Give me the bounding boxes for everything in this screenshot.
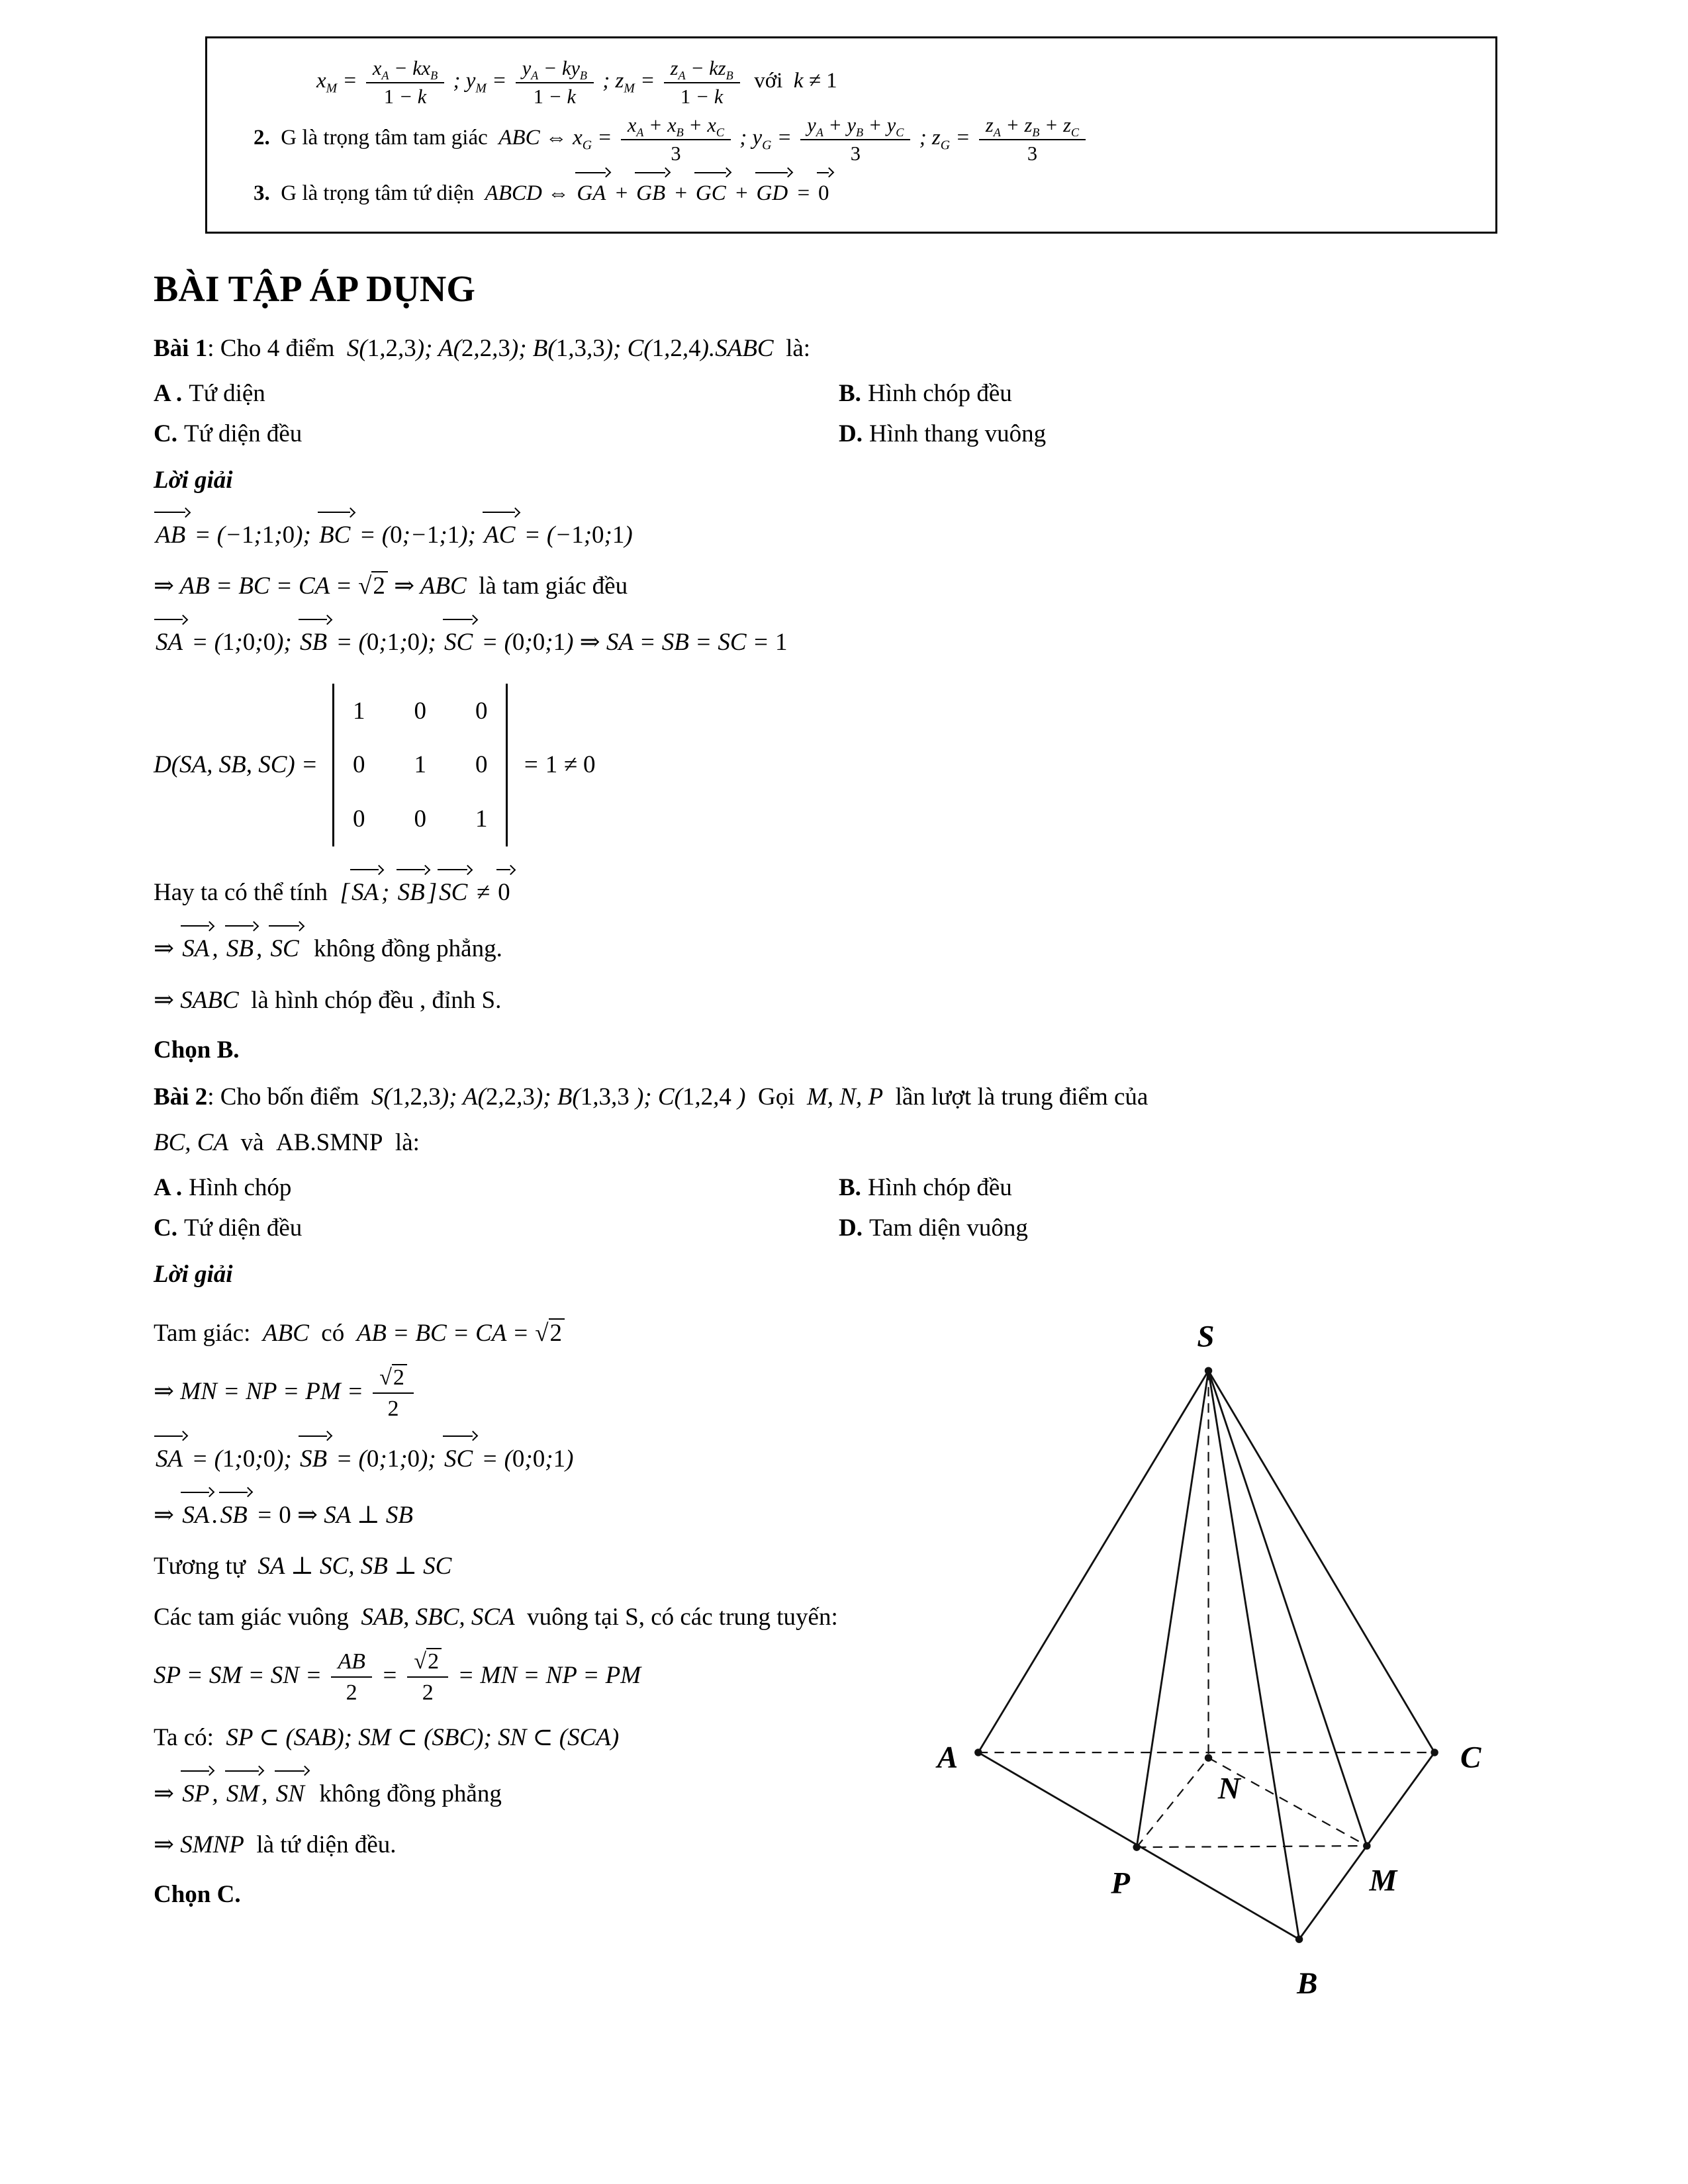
formula-triangle-centroid-math: 2. G là trọng tâm tam giác ABC ⇔ $x_G$ = $\frac{x_A + x_B + x_C}{3}$ ; $y_G$ = $\frac{y_A + y_B + y_C}{3}$ ; $z_G$ = $\frac{z_A + z_B + z_C}{3}$ (254, 126, 1089, 150)
option-letter: B. (839, 1173, 861, 1201)
dot-s (1205, 1367, 1212, 1375)
edge-sc (1209, 1371, 1435, 1752)
formula-summary-box (205, 36, 1497, 234)
option-letter: B. (839, 379, 861, 407)
edge-sb (1209, 1371, 1299, 1939)
option-letter: D. (839, 1214, 863, 1242)
solution-math: ⇒ SABC là hình chóp đều , đỉnh S. (154, 986, 502, 1014)
formula-tetrahedron-centroid-math: 3. G là trọng tâm tứ diện ABCD ⇔ GA + GB + GC + GD = 0 (254, 181, 831, 205)
solution-line (154, 1490, 895, 1535)
solution-line (154, 981, 1549, 1020)
formula-triangle-centroid (254, 114, 1472, 165)
solution-line (154, 567, 1549, 606)
vertex-dots (974, 1367, 1438, 1943)
determinant-prefix: D(SA, SB, SC) = (154, 751, 318, 779)
matrix-cell: 0 (475, 697, 488, 725)
option-label: Hình chóp (189, 1173, 292, 1201)
problem-1-statement (154, 329, 1549, 368)
answer-2: Chọn C. (154, 1881, 241, 1909)
solution-label: Lời giải (154, 1260, 233, 1288)
solution-math: ⇒ AB = BC = CA = √2 ⇒ ABC là tam giác đều (154, 572, 628, 600)
option-label: Hình chóp đều (867, 1173, 1012, 1201)
solution-math: ⇒ MN = NP = PM = $\frac{√2}{2}$ (154, 1378, 417, 1405)
problem-2-solution (154, 1302, 895, 1923)
option-label: Tam diện vuông (868, 1214, 1028, 1242)
edge-sp (1137, 1371, 1208, 1847)
problem-1-statement-math: Bài 1: Cho 4 điểm S(1,2,3); A(2,2,3); B(1,3,3); C(1,2,4).SABC là: (154, 335, 811, 363)
solution-math: SP = SM = SN = $\frac{AB}{2}$ = $\frac{√2}{2}$ = MN = NP = PM (154, 1649, 641, 1706)
vertex-label-s: S (1197, 1319, 1215, 1354)
dot-a (974, 1749, 982, 1756)
dot-n (1205, 1754, 1212, 1762)
solution-math: ⇒ SA , SB , SC không đồng phẳng. (154, 935, 502, 962)
matrix-3x3 (332, 684, 508, 847)
solution-line (154, 868, 1549, 912)
solution-label: Lời giải (154, 466, 233, 494)
solid-edges (978, 1371, 1434, 1939)
matrix-cell: 0 (352, 751, 365, 779)
problem-1 (154, 329, 1549, 1068)
determinant-equation (154, 684, 1549, 847)
option-letter: C. (154, 1214, 177, 1242)
option-b (839, 1169, 1549, 1206)
problem-2-statement-line2 (154, 1123, 1549, 1162)
problem-2-body (154, 1302, 1549, 2023)
solution-math: ⇒ SMNP là tứ diện đều. (154, 1831, 397, 1858)
solution-line (154, 1547, 895, 1586)
problem-2-statement-line1 (154, 1077, 1549, 1116)
solution-math: Ta có: SP ⊂ (SAB); SM ⊂ (SBC); SN ⊂ (SCA) (154, 1723, 620, 1751)
option-a (154, 375, 839, 412)
option-label: Tứ diện đều (183, 420, 303, 448)
matrix-cell: 1 (414, 751, 426, 779)
section-title: BÀI TẬP ÁP DỤNG (154, 269, 475, 310)
formula-division-point (254, 57, 1472, 109)
vertex-label-c: C (1460, 1740, 1481, 1775)
solution-math: ⇒ SP , SM , SN không đồng phẳng (154, 1780, 502, 1807)
option-d (839, 416, 1549, 453)
dot-m (1363, 1842, 1370, 1849)
solution-line (154, 1769, 895, 1813)
edge-sa (978, 1371, 1209, 1752)
solution-line (154, 617, 1549, 662)
solution-math: SA = (1;0;0); SB = (0;1;0); SC = (0;0;1) ⇒ SA = SB = SC = 1 (154, 629, 788, 656)
solution-line (154, 1314, 895, 1353)
determinant-suffix: = 1 ≠ 0 (522, 751, 596, 779)
option-label: Tứ diện đều (183, 1214, 303, 1242)
option-label: Hình chóp đều (867, 379, 1012, 407)
pyramid-diagram (931, 1306, 1513, 2023)
option-letter: A . (154, 1173, 183, 1201)
diagram-column (895, 1302, 1549, 2023)
vertex-label-p: P (1111, 1866, 1130, 1901)
option-a (154, 1169, 839, 1206)
option-letter: C. (154, 420, 177, 448)
solution-math: ⇒ SA .SB = 0 ⇒ SA ⊥ SB (154, 1502, 413, 1529)
option-d (839, 1210, 1549, 1247)
matrix-cell: 0 (352, 805, 365, 833)
problem-2-options (154, 1169, 1549, 1247)
option-c (154, 1210, 839, 1247)
option-label: Tứ diện (189, 379, 265, 407)
solution-math: Tương tự SA ⊥ SC, SB ⊥ SC (154, 1552, 452, 1580)
option-letter: A . (154, 379, 183, 407)
solution-line (154, 1434, 895, 1479)
solution-math: Các tam giác vuông SAB, SBC, SCA vuông tại S, có các trung tuyến: (154, 1604, 838, 1631)
dot-b (1295, 1936, 1303, 1943)
problem-2-statement-math: Bài 2: Cho bốn điểm S(1,2,3); A(2,2,3); B(1,3,3 ); C(1,2,4 ) Gọi M, N, P lần lượt là trung điểm của (154, 1083, 1149, 1111)
solution-math: Hay ta có thể tính [SA ; SB ]SC ≠ 0 (154, 879, 513, 906)
vertex-label-n: N (1217, 1771, 1241, 1806)
solution-line (154, 1649, 895, 1706)
answer-1: Chọn B. (154, 1036, 240, 1064)
matrix-cell: 0 (414, 697, 426, 725)
solution-line (154, 1825, 895, 1864)
matrix-cell: 0 (475, 751, 488, 779)
matrix-cell: 1 (475, 805, 488, 833)
solution-math: Tam giác: ABC có AB = BC = CA = √2 (154, 1318, 565, 1347)
problem-2 (154, 1077, 1549, 2023)
dot-c (1430, 1749, 1438, 1756)
option-c (154, 416, 839, 453)
problem-2-statement-math: BC, CA và AB.SMNP là: (154, 1129, 420, 1157)
option-label: Hình thang vuông (868, 420, 1047, 448)
matrix-cell: 0 (414, 805, 426, 833)
option-letter: D. (839, 420, 863, 448)
hidden-edges (978, 1371, 1434, 1847)
dot-p (1133, 1843, 1140, 1850)
solution-math: SA = (1;0;0); SB = (0;1;0); SC = (0;0;1) (154, 1445, 573, 1473)
vertex-label-m: M (1369, 1863, 1397, 1898)
solution-math: AB = (−1;1;0); BC = (0;−1;1); AC = (−1;0;1) (154, 522, 633, 549)
formula-tetrahedron-centroid (254, 171, 1472, 211)
solution-line (154, 510, 1549, 555)
matrix-cell: 1 (352, 697, 365, 725)
solution-line (154, 924, 1549, 968)
formula-division-point-math: $x_M$ = $\frac{x_A - kx_B}{1 - k}$ ; $y_M$ = $\frac{y_A - ky_B}{1 - k}$ ; $z_M$ = $\frac{z_A - kz_B}{1 - k}$ với k ≠ 1 (316, 57, 837, 108)
solution-line (154, 1365, 895, 1422)
solution-line (154, 1598, 895, 1637)
option-b (839, 375, 1549, 412)
edge-pm-hidden (1137, 1846, 1367, 1847)
solution-line (154, 1718, 895, 1757)
problem-1-options (154, 375, 1549, 453)
vertex-label-a: A (937, 1740, 959, 1775)
vertex-label-b: B (1297, 1966, 1318, 2001)
